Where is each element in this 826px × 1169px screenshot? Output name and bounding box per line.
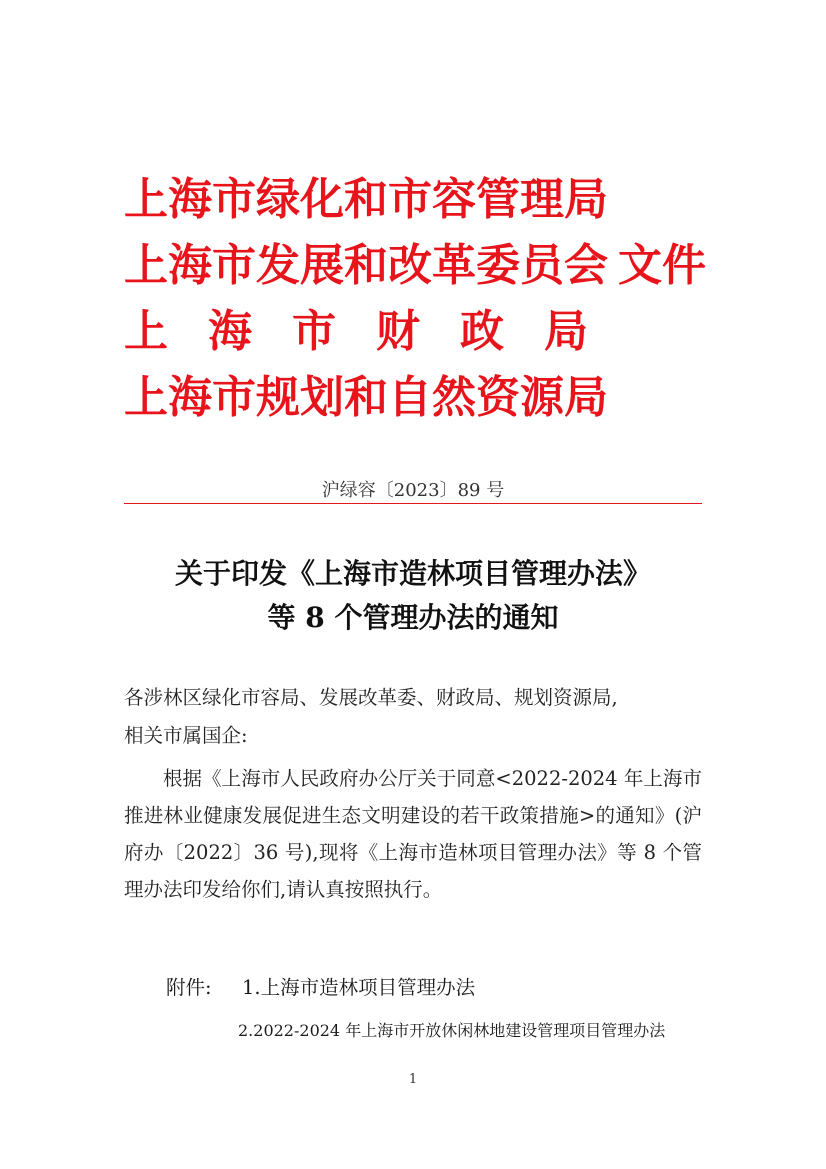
document-suffix: 文件 bbox=[618, 240, 706, 291]
agency-name-planning: 上海市规划和自然资源局 bbox=[124, 372, 608, 423]
document-title-line2: 等 8 个管理办法的通知 bbox=[267, 601, 559, 634]
agency-name-greening: 上海市绿化和市容管理局 bbox=[124, 174, 608, 225]
attachment-item: 1.上海市造林项目管理办法 bbox=[242, 976, 476, 999]
attachment-item: 2.2022-2024 年上海市开放休闲林地建设管理项目管理办法 bbox=[238, 1021, 666, 1040]
addressee-line2: 相关市属国企: bbox=[124, 724, 248, 747]
agency-name-ndrc: 上海市发展和改革委员会 bbox=[124, 240, 608, 291]
header-divider bbox=[124, 503, 702, 504]
body-paragraph: 根据《上海市人民政府办公厅关于同意<2022-2024 年上海市推进林业健康发展促进生态文明建设的若干政策措施>的通知》(沪府办〔2022〕36 号),现将《上海市造林项目管理办法》等 8 个管理办法印发给你们,请认真按照执行。 bbox=[124, 767, 702, 901]
addressee-line1: 各涉林区绿化市容局、发展改革委、财政局、规划资源局, bbox=[124, 686, 618, 709]
attachments-label: 附件: bbox=[166, 976, 212, 999]
document-number: 沪绿容〔2023〕89 号 bbox=[321, 480, 505, 501]
document-title-line1: 关于印发《上海市造林项目管理办法》 bbox=[174, 557, 651, 590]
page-number: 1 bbox=[408, 1072, 418, 1087]
agency-name-finance: 上海市财政局 bbox=[124, 306, 628, 357]
